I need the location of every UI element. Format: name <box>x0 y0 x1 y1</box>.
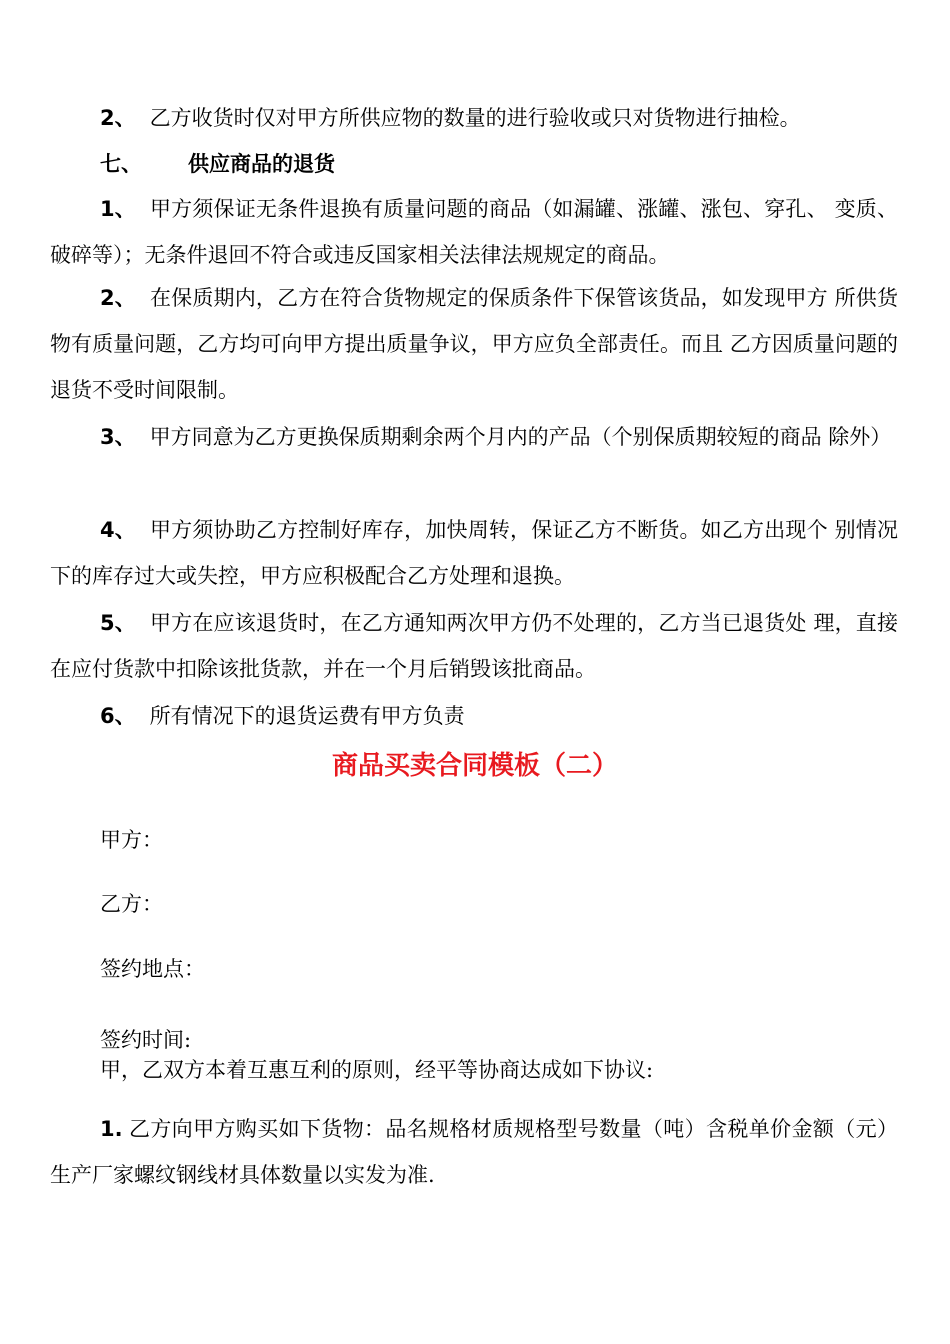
heading-text: 供应商品的退货 <box>188 152 335 176</box>
item-number: 1、 <box>100 197 136 221</box>
sign-place-label: 签约地点： <box>100 957 205 981</box>
return-item-2 <box>50 275 898 413</box>
return-item-5 <box>50 600 898 692</box>
item-text: 甲方在应该退货时，在乙方通知两次甲方仍不处理的，乙方当已退货处 理，直接在应付货款中扣除该批货款，并在一个月后销毁该批商品。 <box>50 611 898 681</box>
return-item-6 <box>50 693 898 739</box>
contract-title: 商品买卖合同模板（二） <box>331 751 618 781</box>
section-heading <box>100 150 335 178</box>
prev-item-2 <box>0 104 950 132</box>
item-text: 甲方须协助乙方控制好库存，加快周转，保证乙方不断货。如乙方出现个 别情况下的库存过大或失控，甲方应积极配合乙方处理和退换。 <box>50 518 898 588</box>
clause-number: 1. <box>100 1117 123 1141</box>
item-number: 2、 <box>100 106 136 130</box>
item-number: 5、 <box>100 611 136 635</box>
item-number: 4、 <box>100 518 136 542</box>
item-number: 6、 <box>100 704 136 728</box>
heading-number: 七、 <box>100 152 142 176</box>
item-text: 乙方收货时仅对甲方所供应物的数量的进行验收或只对货物进行抽检。 <box>149 106 801 130</box>
item-text: 甲方同意为乙方更换保质期剩余两个月内的产品（个别保质期较短的商品 除外） <box>149 425 892 449</box>
party-b-label: 乙方： <box>100 892 163 916</box>
party-a-label: 甲方： <box>100 828 163 852</box>
sign-time-label: 签约时间: <box>100 1028 192 1052</box>
item-number: 2、 <box>100 286 136 310</box>
return-item-4 <box>50 507 898 599</box>
item-number: 3、 <box>100 425 136 449</box>
clause-text: 乙方向甲方购买如下货物：品名规格材质规格型号数量（吨）含税单价金额（元）生产厂家螺纹钢线材具体数量以实发为准. <box>50 1117 898 1187</box>
return-item-3 <box>50 414 898 460</box>
item-text: 在保质期内，乙方在符合货物规定的保质条件下保管该货品，如发现甲方 所供货物有质量问题，乙方均可向甲方提出质量争议，甲方应负全部责任。而且 乙方因质量问题的退货不受时间限制。 <box>50 286 898 402</box>
contract-clause-1 <box>50 1106 898 1198</box>
item-text: 所有情况下的退货运费有甲方负责 <box>149 704 465 728</box>
return-item-1 <box>50 186 898 278</box>
preamble-text: 甲，乙双方本着互惠互利的原则，经平等协商达成如下协议: <box>100 1058 654 1082</box>
item-text: 甲方须保证无条件退换有质量问题的商品（如漏罐、涨罐、涨包、穿孔、 变质、破碎等）；无条件退回不符合或违反国家相关法律法规规定的商品。 <box>50 197 898 267</box>
